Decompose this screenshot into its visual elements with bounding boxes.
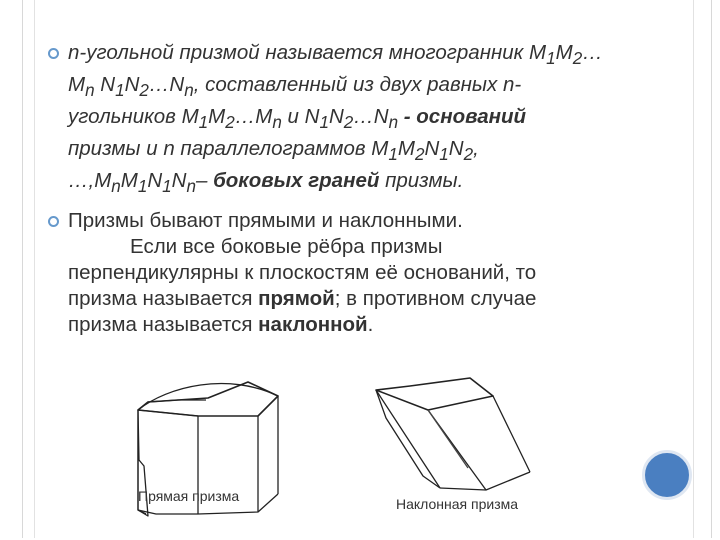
oblique-prism-drawing bbox=[376, 378, 530, 490]
oblique-term: наклонной bbox=[258, 313, 368, 337]
definition-paragraph: n-угольной призмой называется многогранник $M_1M_2\dots M_n$ $N_1N_2\dots N_n$, составленный из двух равных n-угольников $M_1M_2\dots M_n$ и $N_1N_2\dots N_n$ - оснований призмы и n параллелограммов $M_1M_2N_1N_2$, $\dots,M_nM_1N_1N_n-$ боковых граней призмы. bbox=[44, 40, 604, 200]
bases-term: - оснований bbox=[398, 105, 527, 129]
slide-content bbox=[44, 40, 604, 338]
oblique-prism-caption: Наклонная призма bbox=[396, 496, 519, 512]
right-prism-rule: Если все боковые рёбра призмы перпендикулярны к плоскостям её оснований, то призма называется прямой; в противном случае призма называется наклонной. bbox=[68, 235, 537, 337]
types-intro-text: Призмы бывают прямыми и наклонными. bbox=[68, 209, 463, 233]
lateral-faces-term: боковых граней bbox=[213, 169, 380, 193]
definition-text: n-угольной призмой называется многогранник M bbox=[68, 41, 547, 64]
types-paragraph bbox=[44, 208, 604, 338]
right-term: прямой bbox=[258, 287, 335, 311]
decorative-circle bbox=[642, 450, 692, 500]
bullet-icon bbox=[48, 48, 59, 59]
right-prism-caption: Прямая призма bbox=[138, 488, 240, 504]
prism-figures bbox=[128, 368, 558, 528]
bullet-icon bbox=[48, 216, 59, 227]
